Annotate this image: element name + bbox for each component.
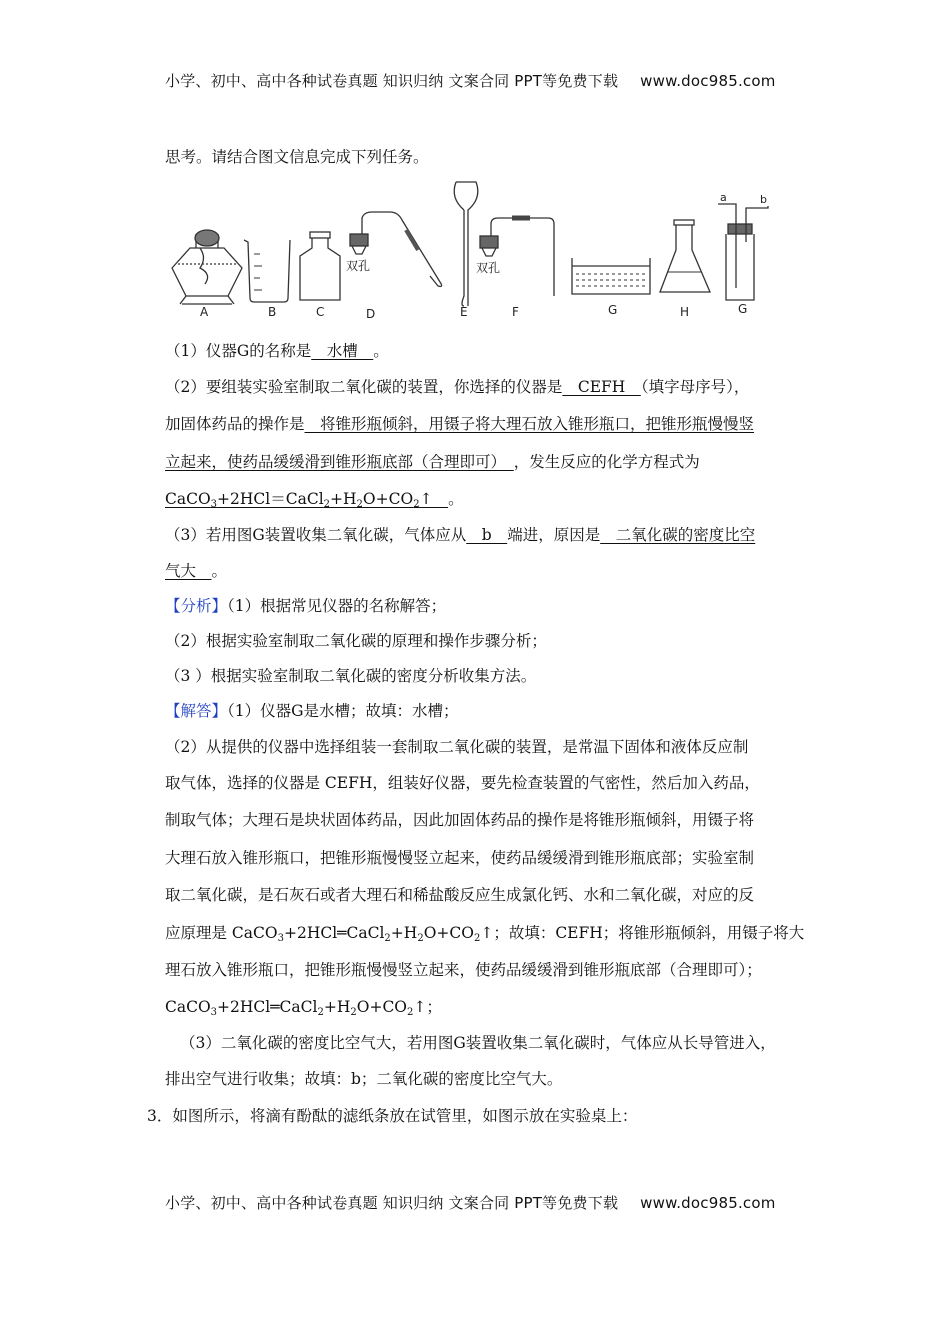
label-a: A bbox=[200, 305, 209, 319]
q3-text: （3）若用图G装置收集二氧化碳，气体应从 bbox=[165, 526, 467, 544]
conical-flask-drawing bbox=[660, 220, 710, 292]
q1-post: 。 bbox=[373, 342, 389, 360]
label-h: H bbox=[680, 305, 690, 319]
page-footer bbox=[165, 1192, 776, 1213]
header-site: www.doc985.com bbox=[640, 72, 776, 90]
q3-answer-2a: 二氧化碳的密度比空 bbox=[600, 526, 756, 544]
analysis-line2: （2）根据实验室制取二氧化碳的原理和操作步骤分析； bbox=[165, 632, 547, 650]
port-b-label: b bbox=[760, 193, 767, 206]
stopper-tube-f-drawing bbox=[480, 218, 554, 296]
answer-line10: （3）二氧化碳的密度比空气大，若用图G装置收集二氧化碳时，气体应从长导管进入， bbox=[180, 1034, 776, 1052]
answer-line11: 排出空气进行收集；故填：b；二氧化碳的密度比空气大。 bbox=[165, 1070, 563, 1088]
label-g-bottle: G bbox=[738, 302, 748, 316]
answer-line1 bbox=[165, 701, 459, 721]
question-next: 3．如图所示，将滴有酚酞的滤纸条放在试管里，如图示放在实验桌上： bbox=[147, 1107, 638, 1125]
answer-tag: 【解答】 bbox=[165, 702, 228, 720]
stopper-tube-d-drawing bbox=[350, 212, 442, 287]
footer-site: www.doc985.com bbox=[640, 1194, 776, 1212]
question-1 bbox=[165, 341, 389, 361]
label-e: E bbox=[460, 305, 468, 319]
q1-text: （1）仪器G的名称是 bbox=[165, 342, 312, 360]
label-b: B bbox=[268, 305, 277, 319]
q3-post: 。 bbox=[211, 562, 228, 580]
q2-answer-2b: 立起来，使药品缓缓滑到锥形瓶底部（合理即可） bbox=[165, 453, 514, 471]
reagent-bottle-drawing bbox=[300, 232, 340, 300]
beaker-drawing bbox=[244, 240, 290, 302]
q2-answer-2a: 将锥形瓶倾斜，用镊子将大理石放入锥形瓶口，把锥形瓶慢慢竖 bbox=[304, 415, 755, 433]
answer-line3: 取气体，选择的仪器是 CEFH，组装好仪器，要先检查装置的气密性，然后加入药品， bbox=[165, 774, 760, 792]
page-header bbox=[165, 70, 776, 91]
port-a-label: a bbox=[720, 191, 727, 204]
answer-line7: 应原理是 $CaCO_3+2HCl═CaCl_2+H_2O+CO_2↑$；故填：CEFH；将锥形瓶倾斜，用镊子将大 bbox=[165, 924, 805, 944]
apparatus-figure bbox=[160, 176, 800, 326]
answer-line4: 制取气体；大理石是块状固体药品，因此加固体药品的操作是将锥形瓶倾斜，用镊子将 bbox=[165, 811, 755, 829]
funnel-e-drawing bbox=[454, 182, 478, 306]
label-d: D bbox=[366, 307, 376, 321]
analysis-line3: （3 ）根据实验室制取二氧化碳的密度分析收集方法。 bbox=[165, 667, 537, 685]
label-g-trough: G bbox=[608, 303, 618, 317]
header-text: 小学、初中、高中各种试卷真题 知识归纳 文案合同 PPT等免费下载 bbox=[165, 72, 619, 90]
q3-answer-1: b bbox=[466, 526, 508, 544]
answer-line6: 取二氧化碳，是石灰石或者大理石和稀盐酸反应生成氯化钙、水和二氧化碳，对应的反 bbox=[165, 886, 755, 904]
question-2-equation bbox=[165, 489, 464, 509]
hole-label-d: 双孔 bbox=[346, 259, 371, 273]
hole-label-f: 双孔 bbox=[476, 261, 501, 275]
q2-eq-post: 。 bbox=[448, 490, 464, 508]
analysis-tag: 【分析】 bbox=[165, 597, 228, 615]
q2-post-2: ，发生反应的化学方程式为 bbox=[513, 453, 700, 471]
q2-text-2: 加固体药品的操作是 bbox=[165, 415, 305, 433]
question-2-line3 bbox=[165, 452, 700, 472]
q3-mid: 端进，原因是 bbox=[507, 526, 601, 544]
water-trough-drawing bbox=[572, 258, 650, 294]
question-3-line2 bbox=[165, 561, 227, 581]
q2-equation-answer: $CaCO_3+2HCl=CaCl_2+H_2O+CO_2↑$ bbox=[165, 490, 449, 510]
analysis-line1 bbox=[165, 596, 446, 616]
label-c: C bbox=[316, 305, 325, 319]
label-f: F bbox=[512, 305, 519, 319]
q3-answer-2b: 气大 bbox=[165, 562, 212, 580]
q2-text: （2）要组装实验室制取二氧化碳的装置，你选择的仪器是 bbox=[165, 378, 563, 396]
analysis-text-1: （1）根据常见仪器的名称解答； bbox=[227, 597, 447, 615]
question-3-line1 bbox=[165, 525, 755, 545]
answer-line8: 理石放入锥形瓶口，把锥形瓶慢慢竖立起来，使药品缓缓滑到锥形瓶底部（合理即可）； bbox=[165, 961, 762, 979]
q2-answer-1: CEFH bbox=[562, 378, 641, 396]
alcohol-burner-drawing bbox=[172, 230, 242, 304]
answer-text-1: （1）仪器G是水槽；故填：水槽； bbox=[227, 702, 459, 720]
question-2-line1 bbox=[165, 377, 749, 397]
answer-line5: 大理石放入锥形瓶口，把锥形瓶慢慢竖立起来，使药品缓缓滑到锥形瓶底部；实验室制 bbox=[165, 849, 755, 867]
question-2-line2 bbox=[165, 414, 754, 434]
answer-line2: （2）从提供的仪器中选择组装一套制取二氧化碳的装置，是常温下固体和液体反应制 bbox=[165, 738, 749, 756]
q2-mid: （填字母序号）， bbox=[640, 378, 750, 396]
gas-bottle-drawing bbox=[718, 204, 768, 300]
answer-line9: $CaCO_3+2HCl═CaCl_2+H_2O+CO_2↑$； bbox=[165, 998, 442, 1018]
intro-text: 思考。请结合图文信息完成下列任务。 bbox=[165, 148, 429, 166]
footer-text: 小学、初中、高中各种试卷真题 知识归纳 文案合同 PPT等免费下载 bbox=[165, 1194, 619, 1212]
q1-answer: 水槽 bbox=[311, 342, 374, 360]
